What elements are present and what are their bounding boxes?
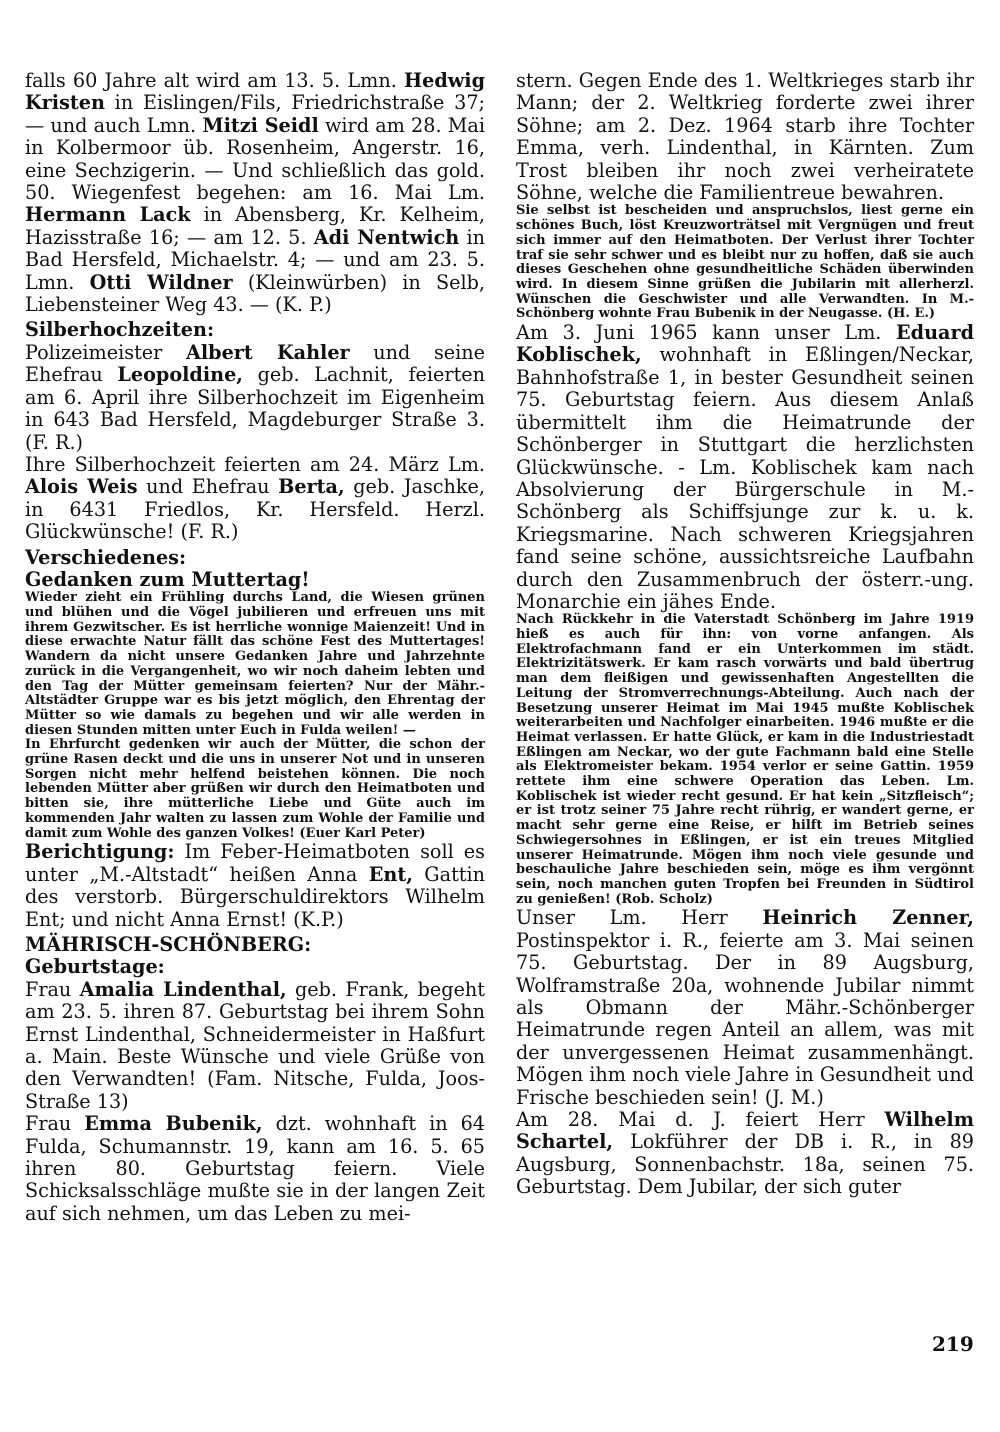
koblischek-biography: Nach Rückkehr in die Vaterstadt Schönberg im Jahre 1919 hieß es auch für ihn: von vorne anfangen. Als Elektrofachmann fand er ein Unterkommen im städt. Elektrizitätswerk. Er kam rasch vorwärts und bald übertrug man dem fleißigen und gewissenhaften Angestellten die Leitung der Stromverrechnungs-Abteilung. Auch nach der Besetzung unserer Heimat im Mai 1945 mußte Koblischek weiterarbeiten und Nachfolger einarbeiten. 1946 mußte er die Heimat verlassen. Er hatte Glück, er kam in die Industriestadt Eßlingen am Neckar, wo der gute Fachmann bald eine Stelle als Elektromeister bekam. 1954 verlor er seine Gattin. 1959 rettete ihm eine schwere Operation das Leben. Lm. Koblischek ist wieder recht gesund. Er hat kein „Sitzfleisch“; er ist trotz seiner 75 Jahre recht rührig, er wandert gerne, er macht sehr gerne eine Reise, er hilft im Betrieb seines Schwiegersohnes in Eßlingen, er ist ein treues Mitglied unserer Heimatrunde. Mögen ihm noch viele gesunde und beschauliche Jahre beschieden sein, möge es ihm vergönnt sein, noch manchen guten Tropfen bei Freunden in Südtirol zu genießen! (Rob. Scholz) [516, 612, 974, 907]
person-name: Ent, [368, 862, 413, 886]
person-name: Albert Kahler [185, 340, 350, 364]
muttertag-paragraph-1: Wieder zieht ein Frühling durchs Land, die Wiesen grünen und blühen und die Vögel jubilieren und erfreuen uns mit ihrem Gezwitscher. Es ist herrliche wonnige Maienzeit! Und in diese erwachte Natur fällt das schöne Fest des Muttertages! Wandern da nicht unsere Gedanken Jahre und Jahrzehnte zurück in die Vergangenheit, wo wir noch daheim lebten und den Tag der Mütter gemeinsam feierten? Nur der Mähr.-Altstädter Gruppe war es bis jetzt möglich, den Ehrentag der Mütter so wie damals zu begehen und wir alle werden in diesen Stunden mitten unter Euch in Fulda weilen! — [25, 590, 485, 738]
text-run: wohnhaft in Eßlingen/Neckar, Bahnhofstraße 1, in bester Gesundheit seinen 75. Geburtstag feiern. Aus diesem Anlaß übermittelt ihm die Heimatrunde der Schönberger in Stuttgart die herzlichsten Glückwünsche. - Lm. Koblischek kam nach Absolvierung der Bürgerschule in M.-Schönberg als Schiffsjunge zur k. u. k. Kriegsmarine. Nach schweren Kriegsjahren fand seine schöne, aussichtsreiche Laufbahn durch den Zusammenbruch der österr.-ung. Monarchie ein jähes Ende. [516, 343, 974, 613]
person-name: Wilhelm Schartel, [516, 1108, 974, 1154]
text-run: Polizeimeister [25, 340, 186, 364]
birthday-list-paragraph [25, 70, 485, 316]
right-column [516, 70, 974, 1199]
person-name: Heinrich Zenner, [762, 906, 974, 930]
bubenik-details: Sie selbst ist bescheiden und anspruchslos, liest gerne ein schönes Buch, löst Kreuzworträtsel mit Vergnügen und freut sich immer auf den Heimatboten. Der Verlust ihrer Tochter traf sie sehr schwer und es bleibt nur zu hoffen, daß sie auch dieses Geschehen ohne gesundheitliche Schäden überwinden wird. In diesem Sinne grüßen die Jubilarin mit allerherzl. Wünschen die Geschwister und alle Verwandten. In M.-Schönberg wohnte Frau Bubenik in der Neugasse. (H. E.) [516, 203, 974, 322]
person-name: Emma Bubenik, [84, 1112, 263, 1136]
text-run: falls 60 Jahre alt wird am 13. 5. Lmn. [25, 69, 405, 92]
text-run: in Eislingen/Fils, Friedrichstraße 37; — und auch Lmn. [25, 91, 485, 137]
correction-paragraph [25, 841, 485, 931]
person-name: Mitzi Seidl [202, 113, 319, 137]
birthday-schartel [516, 1109, 974, 1199]
text-run: in Bad Hersfeld, Michaelstr. 4; — und am 23. 5. Lmn. [25, 225, 486, 294]
text-run: Unser Lm. Herr [516, 906, 763, 930]
text-run: Am 3. Juni 1965 kann unser Lm. [516, 321, 897, 345]
section-heading-verschiedenes: Verschiedenes: [25, 545, 187, 569]
person-name: Berta, [278, 475, 345, 499]
left-column [25, 70, 485, 1225]
silver-wedding-kahler [25, 342, 485, 454]
person-name: Hedwig Kristen [25, 69, 485, 115]
inline-heading: Berichtigung: [25, 840, 175, 864]
bubenik-continuation: stern. Gegen Ende des 1. Weltkrieges starb ihr Mann; der 2. Weltkrieg forderte zwei ihrer Söhne; am 2. Dez. 1964 starb ihre Tochter Emma, verh. Lindenthal, in Kärnten. Zum Trost bleiben ihr noch zwei verheiratete Söhne, welche die Familientreue bewahren. [516, 69, 974, 205]
section-heading-geburtstage: Geburtstage: [25, 955, 165, 979]
text-run: Im Feber-Heimatboten soll es unter „M.-Altstadt“ heißen Anna [25, 840, 485, 886]
birthday-lindenthal [25, 979, 485, 1113]
article-title-muttertag: Gedanken zum Muttertag! [25, 567, 310, 591]
text-run: Postinspektor i. R., feierte am 3. Mai seinen 75. Geburtstag. Der in 89 Augsburg, Wolframstraße 20a, wohnende Jubilar nimmt als Obmann der Mähr.-Schönberger Heimatrunde regen Anteil an allem, was mit der unvergessenen Heimat zusammenhängt. Mögen ihm noch viele Jahre in Gesundheit und Frische beschieden sein! (J. M.) [516, 928, 975, 1109]
person-name: Leopoldine, [117, 363, 243, 387]
person-name: Hermann Lack [25, 203, 191, 227]
person-name: Eduard Koblischek, [516, 321, 974, 367]
text-run: (Kleinwürben) in Selb, Liebensteiner Weg 43. — (K. P.) [25, 270, 485, 317]
birthday-zenner [516, 907, 974, 1109]
silver-wedding-weis [25, 454, 485, 544]
text-run: und Ehefrau [137, 475, 279, 499]
text-run: und seine Ehefrau [25, 340, 485, 387]
text-run: Frau [25, 977, 80, 1001]
text-run: Ihre Silberhochzeit feierten am 24. März Lm. [25, 452, 485, 476]
text-run: wird am 28. Mai in Kolbermoor üb. Rosenheim, Angerstr. 16, eine Sechzigerin. — Und schließlich das gold. 50. Wiegenfest begehen: am 16. Mai Lm. [25, 113, 485, 205]
text-run: geb. Frank, begeht am 23. 5. ihren 87. Geburtstag bei ihrem Sohn Ernst Lindenthal, Schneidermeister in Haßfurt a. Main. Beste Wünsche und viele Grüße von den Verwandten! (Fam. Nitsche, Fulda, Joos-Straße 13) [25, 977, 485, 1113]
text-run: Gattin des verstorb. Bürgerschuldirektors Wilhelm Ent; und nicht Anna Ernst! (K.P.) [25, 862, 485, 931]
birthday-koblischek [516, 322, 974, 613]
section-heading-maehrisch-schoenberg: MÄHRISCH-SCHÖNBERG: [25, 932, 312, 956]
person-name: Amalia Lindenthal, [79, 977, 287, 1001]
text-run: Frau [25, 1112, 85, 1136]
text-run: in Abensberg, Kr. Kelheim, Hazisstraße 16; — am 12. 5. [25, 203, 485, 249]
person-name: Adi Nentwich [313, 225, 460, 249]
person-name: Otti Wildner [89, 270, 233, 294]
page-number: 219 [932, 1332, 974, 1356]
person-name: Alois Weis [25, 475, 138, 499]
text-run: Lokführer der DB i. R., in 89 Augsburg, Sonnenbachstr. 18a, seinen 75. Geburtstag. Dem Jubilar, der sich guter [516, 1130, 974, 1199]
text-run: geb. Lachnit, feierten am 6. April ihre Silberhochzeit im Eigenheim in 643 Bad Hersfeld, Magdeburger Straße 3. (F. R.) [25, 363, 486, 454]
section-heading-silberhochzeiten: Silberhochzeiten: [25, 318, 215, 342]
text-run: Am 28. Mai d. J. feiert Herr [516, 1108, 885, 1132]
birthday-bubenik [25, 1113, 485, 1225]
text-run: geb. Jaschke, in 6431 Friedlos, Kr. Hersfeld. Herzl. Glückwünsche! (F. R.) [25, 475, 485, 544]
text-run: dzt. wohnhaft in 64 Fulda, Schumannstr. 19, kann am 16. 5. 65 ihren 80. Geburtstag feiern. Viele Schicksalsschläge mußte sie in der langen Zeit auf sich nehmen, um das Leben zu mei- [25, 1112, 485, 1225]
muttertag-paragraph-2: In Ehrfurcht gedenken wir auch der Mütter, die schon der grüne Rasen deckt und die uns in unserer Not und in unseren Sorgen nicht mehr helfend beistehen können. Die noch lebenden Mütter aber grüßen wir durch den Heimatboten und bitten sie, ihre mütterliche Liebe und Güte auch im kommenden Jahr walten zu lassen zum Wohle der Familie und damit zum Wohle des ganzen Volkes! (Euer Karl Peter) [25, 737, 485, 841]
